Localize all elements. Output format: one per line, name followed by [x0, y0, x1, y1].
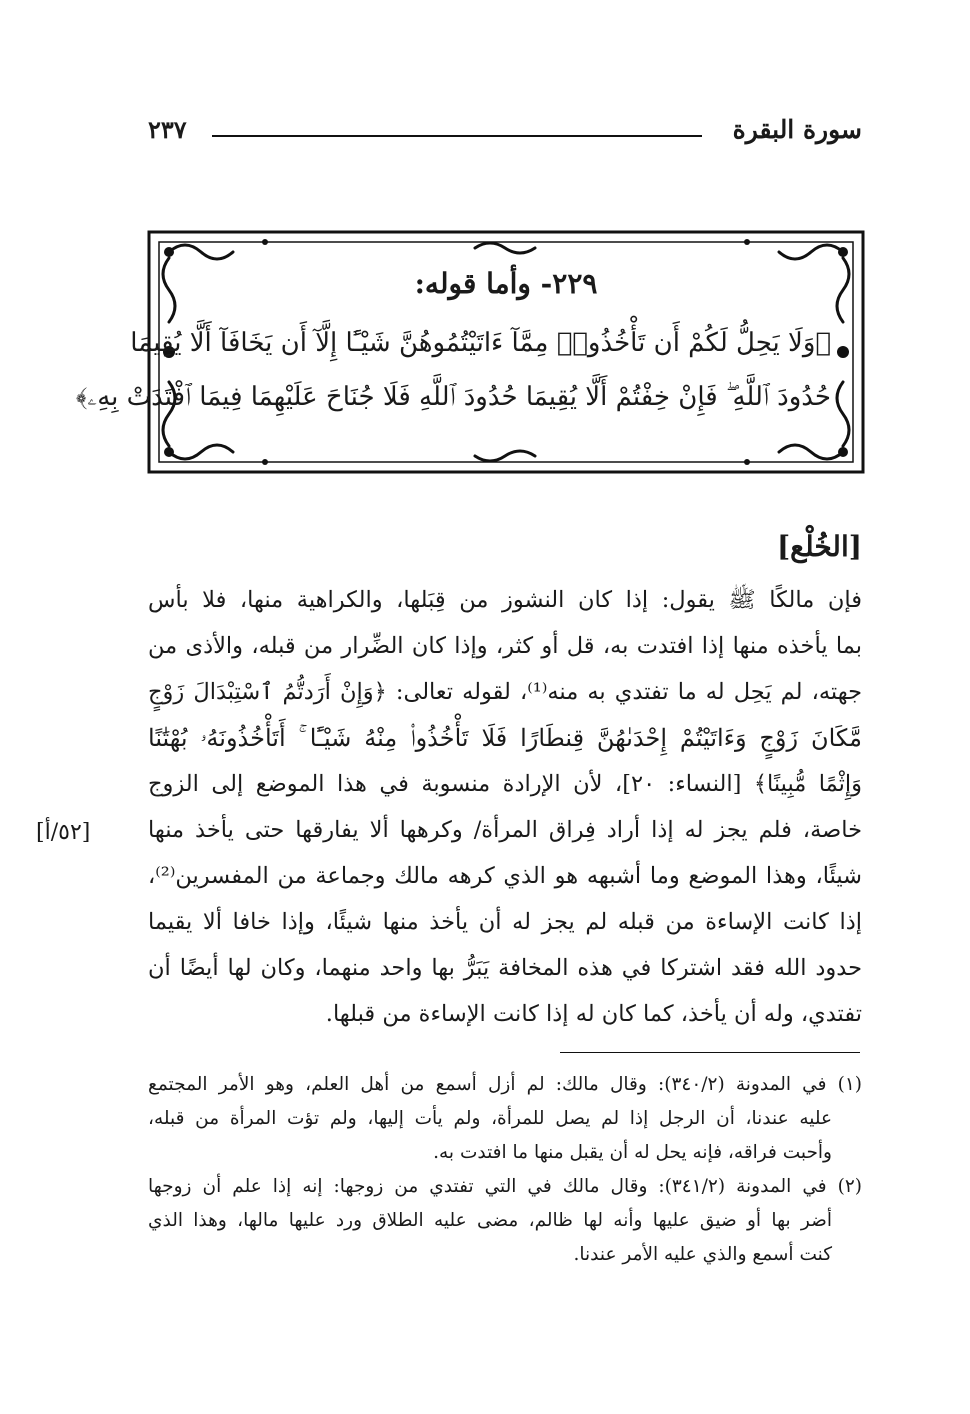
footnote-line: (٢) في المدونة (٣٤١/٢): وقال مالك في التي تفتدي من زوجها: إنه إذا علم أن زوجها [148, 1176, 862, 1197]
footnote-line: كنت أسمع والذي عليه الأمر عندنا. [573, 1244, 832, 1265]
manuscript-folio-marker: [٥٢/أ] [36, 820, 91, 845]
surah-name: سورة البقرة [732, 115, 862, 144]
main-text [148, 525, 862, 1037]
text-line: مَّكَانَ زَوْجٍ وَءَاتَيْتُمْ إِحْدَىٰهُنَّ قِنطَارًا فَلَا تَأْخُذُوا۟ مِنْهُ شَيْـًٔا ۚ أَتَأْخُذُونَهُۥ بُهْتَٰنًا [148, 724, 862, 752]
text-line: خاصة، فلم يجز له إذا أراد فِراق المرأة/ وكرهها ألا يفارقها حتى يأخذ منها [148, 817, 862, 843]
verse-frame-content [75, 260, 831, 442]
footnote-line: وأحبت فراقه، فإنه يحل له أن يقبل منها ما افتدت به. [433, 1142, 832, 1163]
header-rule [212, 135, 702, 137]
verse-frame [75, 228, 867, 476]
text-line: إذا كانت الإساءة من قبله لم يجز له أن يأخذ منها شيئًا، وإذا خافا ألا يقيما [148, 909, 862, 935]
footnote-line: عليه عندنا، أن الرجل إذا لم يصل للمرأة، ولم يأت إليها، ولم تؤت المرأة من قبله، [148, 1108, 832, 1129]
footnote-line: أضر بها أو ضيق عليها وأنه لها ظالم، مضى عليه الطلاق ورد عليها مالها، وهذا الذي [148, 1210, 832, 1231]
footnotes [148, 1068, 862, 1272]
text-line: جهته، لم يَحِل له ما تفتدي به منه⁽¹⁾، لقوله تعالى: ﴿وَإِنْ أَرَدتُّمُ ٱسْتِبْدَالَ زَوْجٍ [148, 679, 862, 705]
text-line: بما يأخذه منها إذا افتدت به، قل أو كثر، وإذا كان الضِّرار من قبله، والأذى من [148, 633, 862, 659]
footnote-line: (١) في المدونة (٣٤٠/٢): وقال مالك: لم أزل أسمع من أهل العلم، وهو الأمر المجتمع [148, 1074, 862, 1095]
quran-verse-line: حُدُودَ ٱللَّهِ ۖ فَإِنْ خِفْتُمْ أَلَّا يُقِيمَا حُدُودَ ٱللَّهِ فَلَا جُنَاحَ عَلَيْهِمَا فِيمَا ٱفْتَدَتْ بِهِۦ﴾ [75, 382, 831, 412]
section-title: [الخُلْع] [776, 530, 862, 563]
quran-verse-line: ﴿وَلَا يَحِلُّ لَكُمْ أَن تَأْخُذُوا۟ مِمَّآ ءَاتَيْتُمُوهُنَّ شَيْـًٔا إِلَّآ أَن يَخَافَآ أَلَّا يُقِيمَا [130, 328, 831, 358]
page-number: ٢٣٧ [148, 115, 187, 144]
footnote [148, 1068, 862, 1170]
footnote [148, 1170, 862, 1272]
footnote-separator [560, 1052, 860, 1053]
verse-heading: ٢٢٩- وأما قوله: [414, 267, 598, 300]
text-line: وَإِثْمًا مُّبِينًا﴾ [النساء: ٢٠]، لأن الإرادة منسوبة في هذا الموضع إلى الزوج [148, 771, 863, 797]
text-line: شيئًا، وهذا الموضع وما أشبهه هو الذي كرهه مالك وجماعة من المفسرين⁽²⁾، [148, 863, 862, 889]
text-line: تفتدي، وله أن يأخذ، كما كان له إذا كانت الإساءة من قبلها. [325, 1001, 862, 1027]
text-line: حدود الله فقد اشتركا في هذه المخافة يَبَرُّ بها واحد منهما، وكان لها أيضًا أن [148, 955, 862, 981]
running-header [148, 112, 862, 152]
text-line: فإن مالكًا ﷺ يقول: إذا كان النشوز من قِبَلها، والكراهية منها، فلا بأس [148, 587, 862, 613]
